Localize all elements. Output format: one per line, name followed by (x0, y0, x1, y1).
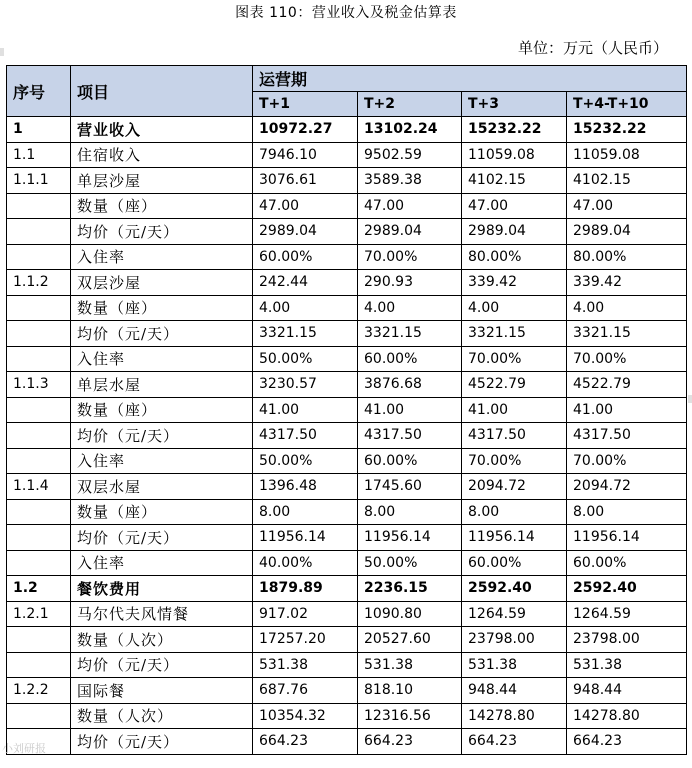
header-period-2: T+2 (358, 91, 462, 117)
table-row (7, 601, 687, 627)
row-value: 60.00% (567, 550, 687, 576)
row-item-name: 均价（元/天） (71, 729, 253, 755)
row-value: 1396.48 (253, 474, 358, 500)
row-value: 11956.14 (462, 525, 567, 551)
row-item-name: 数量（座） (71, 295, 253, 321)
row-value: 11059.08 (567, 142, 687, 168)
row-seq: 1.2 (7, 576, 71, 602)
row-seq (7, 627, 71, 653)
row-value: 2592.40 (462, 576, 567, 602)
row-value: 2094.72 (462, 474, 567, 500)
row-seq: 1 (7, 117, 71, 143)
table-row (7, 117, 687, 143)
row-value: 664.23 (253, 729, 358, 755)
unit-label: 单位：万元（人民币） (517, 39, 668, 57)
row-item-name: 均价（元/天） (71, 525, 253, 551)
row-item-name: 双层水屋 (71, 474, 253, 500)
row-value: 2989.04 (358, 219, 462, 245)
row-value: 531.38 (253, 652, 358, 678)
row-value: 50.00% (253, 448, 358, 474)
revenue-table (6, 65, 687, 755)
row-value: 531.38 (462, 652, 567, 678)
table-row (7, 397, 687, 423)
table-row (7, 499, 687, 525)
row-value: 10972.27 (253, 117, 358, 143)
row-value: 70.00% (567, 346, 687, 372)
row-value: 4.00 (253, 295, 358, 321)
row-value: 917.02 (253, 601, 358, 627)
row-value: 4.00 (462, 295, 567, 321)
row-value: 948.44 (567, 678, 687, 704)
row-value: 15232.22 (567, 117, 687, 143)
row-value: 2989.04 (253, 219, 358, 245)
row-item-name: 马尔代夫风情餐 (71, 601, 253, 627)
row-value: 664.23 (358, 729, 462, 755)
row-value: 4522.79 (567, 372, 687, 398)
row-item-name: 双层沙屋 (71, 270, 253, 296)
row-value: 41.00 (358, 397, 462, 423)
row-value: 47.00 (462, 193, 567, 219)
row-value: 531.38 (358, 652, 462, 678)
row-value: 47.00 (253, 193, 358, 219)
row-item-name: 数量（人次） (71, 627, 253, 653)
row-value: 70.00% (567, 448, 687, 474)
row-value: 23798.00 (567, 627, 687, 653)
table-row (7, 193, 687, 219)
row-value: 60.00% (358, 448, 462, 474)
row-value: 50.00% (358, 550, 462, 576)
row-value: 15232.22 (462, 117, 567, 143)
row-value: 70.00% (462, 448, 567, 474)
table-row (7, 168, 687, 194)
row-seq (7, 550, 71, 576)
row-item-name: 单层水屋 (71, 372, 253, 398)
row-seq (7, 321, 71, 347)
row-seq (7, 448, 71, 474)
row-value: 4317.50 (358, 423, 462, 449)
edge-mark-left (0, 48, 4, 56)
table-row (7, 576, 687, 602)
row-value: 17257.20 (253, 627, 358, 653)
watermark: 小刘研报 (2, 742, 46, 755)
row-seq: 1.2.1 (7, 601, 71, 627)
row-value: 50.00% (253, 346, 358, 372)
row-value: 47.00 (567, 193, 687, 219)
row-value: 1264.59 (462, 601, 567, 627)
row-item-name: 数量（座） (71, 499, 253, 525)
row-value: 11059.08 (462, 142, 567, 168)
row-seq (7, 423, 71, 449)
row-value: 10354.32 (253, 703, 358, 729)
row-seq (7, 295, 71, 321)
table-row (7, 678, 687, 704)
row-value: 70.00% (358, 244, 462, 270)
table-row (7, 550, 687, 576)
row-seq: 1.1.4 (7, 474, 71, 500)
row-value: 531.38 (567, 652, 687, 678)
row-seq (7, 193, 71, 219)
row-item-name: 均价（元/天） (71, 219, 253, 245)
row-item-name: 数量（座） (71, 397, 253, 423)
row-seq (7, 346, 71, 372)
row-item-name: 入住率 (71, 550, 253, 576)
row-item-name: 均价（元/天） (71, 321, 253, 347)
row-value: 2592.40 (567, 576, 687, 602)
row-value: 3230.57 (253, 372, 358, 398)
row-value: 60.00% (462, 550, 567, 576)
row-value: 339.42 (462, 270, 567, 296)
row-value: 3321.15 (253, 321, 358, 347)
row-seq: 1.1.3 (7, 372, 71, 398)
row-value: 60.00% (253, 244, 358, 270)
row-value: 2989.04 (462, 219, 567, 245)
row-value: 4317.50 (253, 423, 358, 449)
row-value: 1879.89 (253, 576, 358, 602)
row-value: 41.00 (462, 397, 567, 423)
table-row (7, 219, 687, 245)
row-value: 339.42 (567, 270, 687, 296)
row-value: 3589.38 (358, 168, 462, 194)
row-item-name: 均价（元/天） (71, 423, 253, 449)
row-value: 664.23 (462, 729, 567, 755)
header-period: 运营期 (253, 66, 687, 92)
table-row (7, 525, 687, 551)
row-value: 242.44 (253, 270, 358, 296)
row-seq: 1.2.2 (7, 678, 71, 704)
edge-mark-right (688, 395, 692, 403)
header-seq: 序号 (7, 66, 71, 117)
table-row (7, 652, 687, 678)
row-value: 13102.24 (358, 117, 462, 143)
header-item: 项目 (71, 66, 253, 117)
row-value: 8.00 (253, 499, 358, 525)
row-value: 4102.15 (462, 168, 567, 194)
header-period-1: T+1 (253, 91, 358, 117)
row-value: 20527.60 (358, 627, 462, 653)
row-seq (7, 397, 71, 423)
row-value: 2236.15 (358, 576, 462, 602)
row-item-name: 入住率 (71, 244, 253, 270)
row-seq (7, 244, 71, 270)
row-item-name: 餐饮费用 (71, 576, 253, 602)
row-value: 11956.14 (567, 525, 687, 551)
row-seq (7, 219, 71, 245)
table-row (7, 703, 687, 729)
table-row (7, 627, 687, 653)
row-value: 12316.56 (358, 703, 462, 729)
row-value: 4102.15 (567, 168, 687, 194)
row-value: 8.00 (462, 499, 567, 525)
row-value: 40.00% (253, 550, 358, 576)
row-value: 818.10 (358, 678, 462, 704)
row-value: 23798.00 (462, 627, 567, 653)
row-value: 3321.15 (567, 321, 687, 347)
table-row (7, 372, 687, 398)
row-value: 687.76 (253, 678, 358, 704)
row-value: 3321.15 (358, 321, 462, 347)
row-value: 14278.80 (462, 703, 567, 729)
row-item-name: 入住率 (71, 448, 253, 474)
row-value: 948.44 (462, 678, 567, 704)
row-value: 664.23 (567, 729, 687, 755)
row-seq: 1.1.2 (7, 270, 71, 296)
row-item-name: 数量（人次） (71, 703, 253, 729)
row-value: 41.00 (253, 397, 358, 423)
table-row (7, 474, 687, 500)
table-row (7, 346, 687, 372)
row-item-name: 营业收入 (71, 117, 253, 143)
row-value: 47.00 (358, 193, 462, 219)
header-period-3: T+3 (462, 91, 567, 117)
row-value: 11956.14 (253, 525, 358, 551)
row-value: 4317.50 (462, 423, 567, 449)
row-value: 4317.50 (567, 423, 687, 449)
table-row (7, 142, 687, 168)
row-item-name: 国际餐 (71, 678, 253, 704)
row-value: 11956.14 (358, 525, 462, 551)
table-row (7, 270, 687, 296)
header-period-4: T+4-T+10 (567, 91, 687, 117)
row-seq: 1.1 (7, 142, 71, 168)
row-value: 4.00 (567, 295, 687, 321)
row-value: 8.00 (358, 499, 462, 525)
row-item-name: 单层沙屋 (71, 168, 253, 194)
row-value: 1745.60 (358, 474, 462, 500)
row-item-name: 入住率 (71, 346, 253, 372)
row-value: 80.00% (462, 244, 567, 270)
row-seq (7, 499, 71, 525)
row-value: 60.00% (358, 346, 462, 372)
row-value: 7946.10 (253, 142, 358, 168)
row-value: 290.93 (358, 270, 462, 296)
table-row (7, 423, 687, 449)
row-value: 70.00% (462, 346, 567, 372)
table-row (7, 321, 687, 347)
row-value: 14278.80 (567, 703, 687, 729)
row-value: 8.00 (567, 499, 687, 525)
row-value: 4.00 (358, 295, 462, 321)
row-item-name: 数量（座） (71, 193, 253, 219)
row-value: 9502.59 (358, 142, 462, 168)
row-seq (7, 703, 71, 729)
row-seq (7, 652, 71, 678)
table-row (7, 448, 687, 474)
table-row (7, 295, 687, 321)
row-value: 2989.04 (567, 219, 687, 245)
header-row-1 (7, 66, 687, 92)
row-item-name: 均价（元/天） (71, 652, 253, 678)
row-seq: 1.1.1 (7, 168, 71, 194)
row-value: 1264.59 (567, 601, 687, 627)
row-value: 3876.68 (358, 372, 462, 398)
row-value: 3076.61 (253, 168, 358, 194)
row-item-name: 住宿收入 (71, 142, 253, 168)
row-seq (7, 525, 71, 551)
row-value: 3321.15 (462, 321, 567, 347)
table-row (7, 244, 687, 270)
table-title: 图表 110：营业收入及税金估算表 (235, 5, 457, 21)
table-row (7, 729, 687, 755)
row-value: 4522.79 (462, 372, 567, 398)
row-value: 1090.80 (358, 601, 462, 627)
row-value: 80.00% (567, 244, 687, 270)
row-value: 2094.72 (567, 474, 687, 500)
row-value: 41.00 (567, 397, 687, 423)
